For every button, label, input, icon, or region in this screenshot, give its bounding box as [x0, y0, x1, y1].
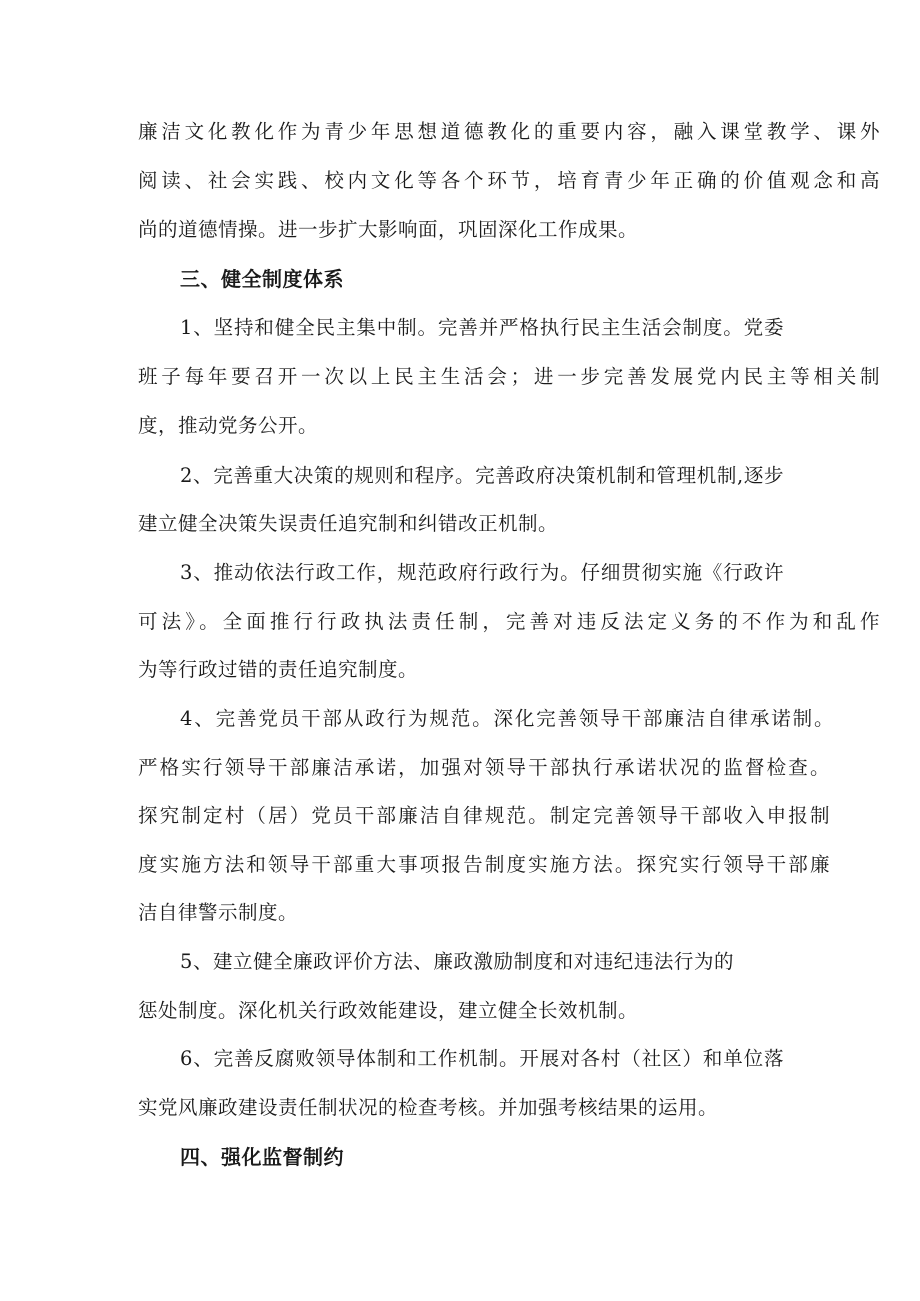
paragraph-line: 4、完善党员干部从政行为规范。深化完善领导干部廉洁自律承诺制。	[180, 707, 836, 730]
paragraph-line: 探究制定村（居）党员干部廉洁自律规范。制定完善领导干部收入申报制	[138, 804, 832, 827]
paragraph-line: 尚的道德情操。进一步扩大影响面，巩固深化工作成果。	[138, 218, 639, 241]
paragraph-line: 建立健全决策失误责任追究制和纠错改正机制。	[138, 512, 559, 535]
paragraph-line: 实党风廉政建设责任制状况的检查考核。并加强考核结果的运用。	[138, 1096, 719, 1119]
paragraph-line: 度实施方法和领导干部重大事项报告制度实施方法。探究实行领导干部廉	[138, 853, 832, 876]
section-heading: 四、强化监督制约	[180, 1145, 344, 1169]
paragraph-line: 廉洁文化教化作为青少年思想道德教化的重要内容，融入课堂教学、课外	[138, 120, 884, 143]
paragraph-line: 阅读、社会实践、校内文化等各个环节，培育青少年正确的价值观念和高	[138, 169, 884, 192]
paragraph-line: 严格实行领导干部廉洁承诺，加强对领导干部执行承诺状况的监督检查。	[138, 756, 832, 779]
section-heading: 三、健全制度体系	[180, 267, 344, 291]
paragraph-line: 可法》。全面推行行政执法责任制，完善对违反法定义务的不作为和乱作	[138, 610, 884, 633]
paragraph-line: 6、完善反腐败领导体制和工作机制。开展对各村（社区）和单位落	[180, 1047, 785, 1070]
paragraph-line: 3、推动依法行政工作，规范政府行政行为。仔细贯彻实施《行政许	[180, 561, 785, 584]
paragraph-line: 2、完善重大决策的规则和程序。完善政府决策机制和管理机制,逐步	[180, 464, 785, 487]
paragraph-line: 度，推动党务公开。	[138, 414, 319, 437]
paragraph-line: 1、坚持和健全民主集中制。完善并严格执行民主生活会制度。党委	[180, 316, 785, 339]
paragraph-line: 惩处制度。深化机关行政效能建设，建立健全长效机制。	[138, 999, 639, 1022]
paragraph-line: 班子每年要召开一次以上民主生活会；进一步完善发展党内民主等相关制	[138, 365, 884, 388]
paragraph-line: 洁自律警示制度。	[138, 901, 299, 924]
paragraph-line: 5、建立健全廉政评价方法、廉政激励制度和对违纪违法行为的	[180, 950, 735, 973]
paragraph-line: 为等行政过错的责任追究制度。	[138, 658, 419, 681]
